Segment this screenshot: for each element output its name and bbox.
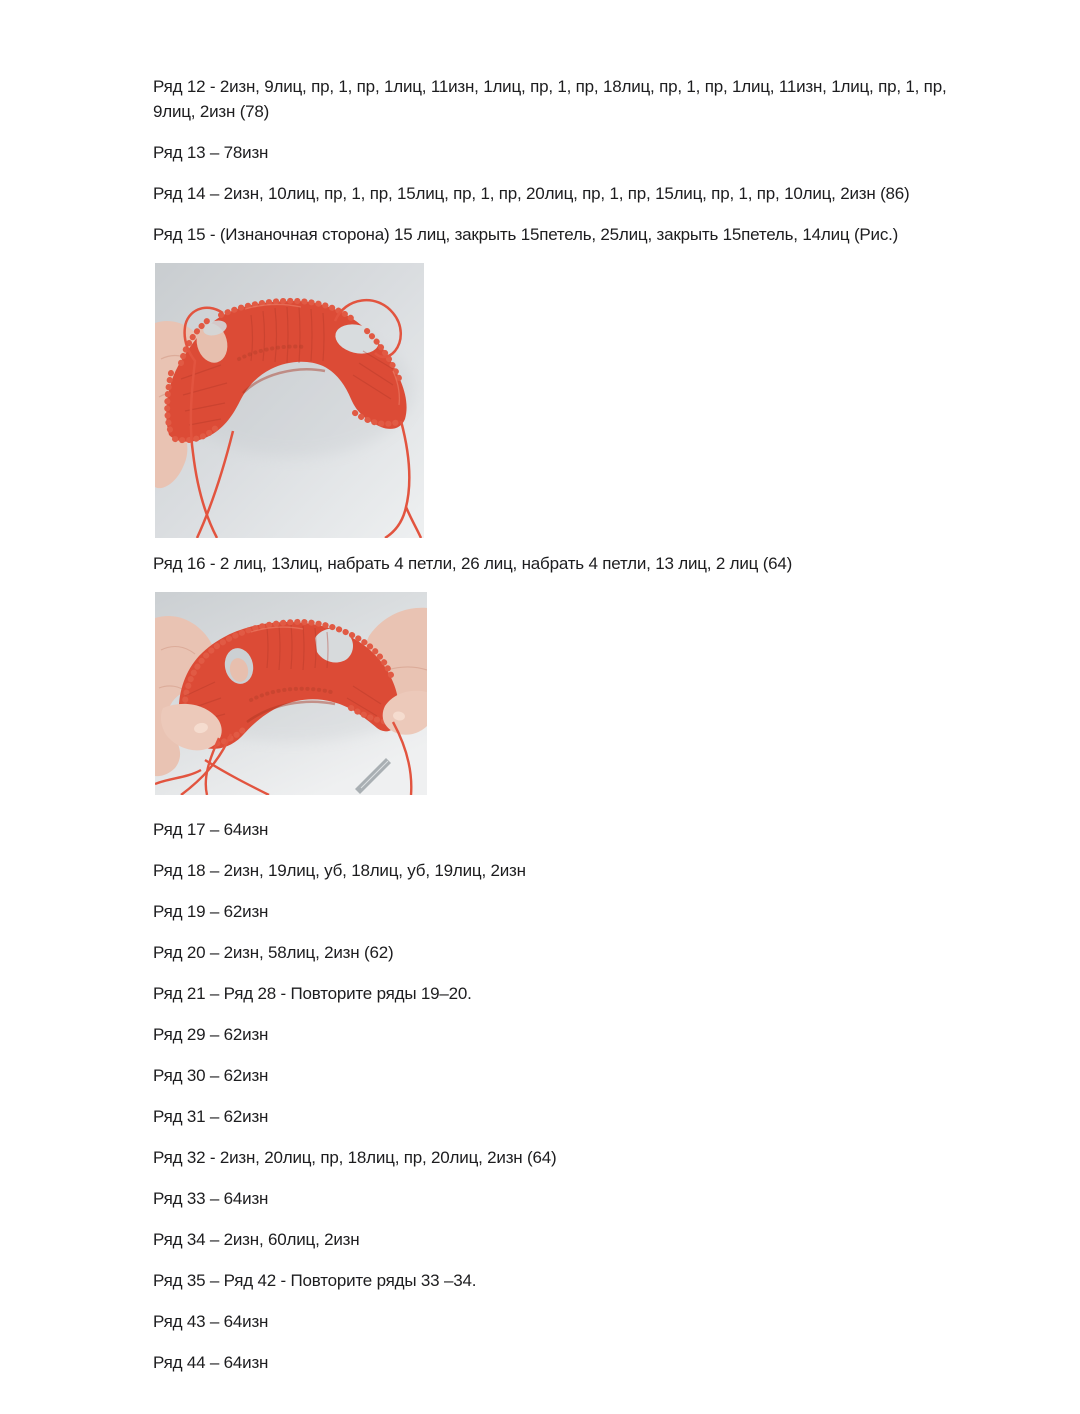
pattern-row-34: Ряд 34 – 2изн, 60лиц, 2изн xyxy=(153,1230,360,1249)
pattern-row-44: Ряд 44 – 64изн xyxy=(153,1353,269,1372)
pattern-row-43: Ряд 43 – 64изн xyxy=(153,1312,269,1331)
pattern-row-30: Ряд 30 – 62изн xyxy=(153,1066,269,1085)
pattern-row-29: Ряд 29 – 62изн xyxy=(153,1025,269,1044)
pattern-row-33: Ряд 33 – 64изн xyxy=(153,1189,269,1208)
pattern-row-19: Ряд 19 – 62изн xyxy=(153,902,269,921)
pattern-row-32: Ряд 32 - 2изн, 20лиц, пр, 18лиц, пр, 20лиц, 2изн (64) xyxy=(153,1148,557,1167)
pattern-row-14: Ряд 14 – 2изн, 10лиц, пр, 1, пр, 15лиц, пр, 1, пр, 20лиц, пр, 1, пр, 15лиц, пр, 1, пр, 10лиц, 2изн (86) xyxy=(153,184,910,203)
pattern-row-15: Ряд 15 - (Изнаночная сторона) 15 лиц, закрыть 15петель, 25лиц, закрыть 15петель, 14лиц (Рис.) xyxy=(153,225,899,244)
pattern-row-17: Ряд 17 – 64изн xyxy=(153,820,269,839)
pattern-row-13: Ряд 13 – 78изн xyxy=(153,143,269,162)
pattern-row-20: Ряд 20 – 2изн, 58лиц, 2изн (62) xyxy=(153,943,394,962)
pattern-row-16: Ряд 16 - 2 лиц, 13лиц, набрать 4 петли, 26 лиц, набрать 4 петли, 13 лиц, 2 лиц (64) xyxy=(153,554,793,573)
pattern-row-18: Ряд 18 – 2изн, 19лиц, уб, 18лиц, уб, 19лиц, 2изн xyxy=(153,861,526,880)
knitting-photo-1 xyxy=(155,263,424,538)
pattern-row-12: Ряд 12 - 2изн, 9лиц, пр, 1, пр, 1лиц, 11изн, 1лиц, пр, 1, пр, 18лиц, пр, 1, пр, 1лиц, 11изн, 1лиц, пр, 1, пр, 9лиц, 2изн (78) xyxy=(153,77,947,121)
pattern-row-35-42: Ряд 35 – Ряд 42 - Повторите ряды 33 –34. xyxy=(153,1271,477,1290)
pattern-row-21-28: Ряд 21 – Ряд 28 - Повторите ряды 19–20. xyxy=(153,984,472,1003)
knitting-photo-2 xyxy=(155,592,427,795)
pattern-row-31: Ряд 31 – 62изн xyxy=(153,1107,269,1126)
